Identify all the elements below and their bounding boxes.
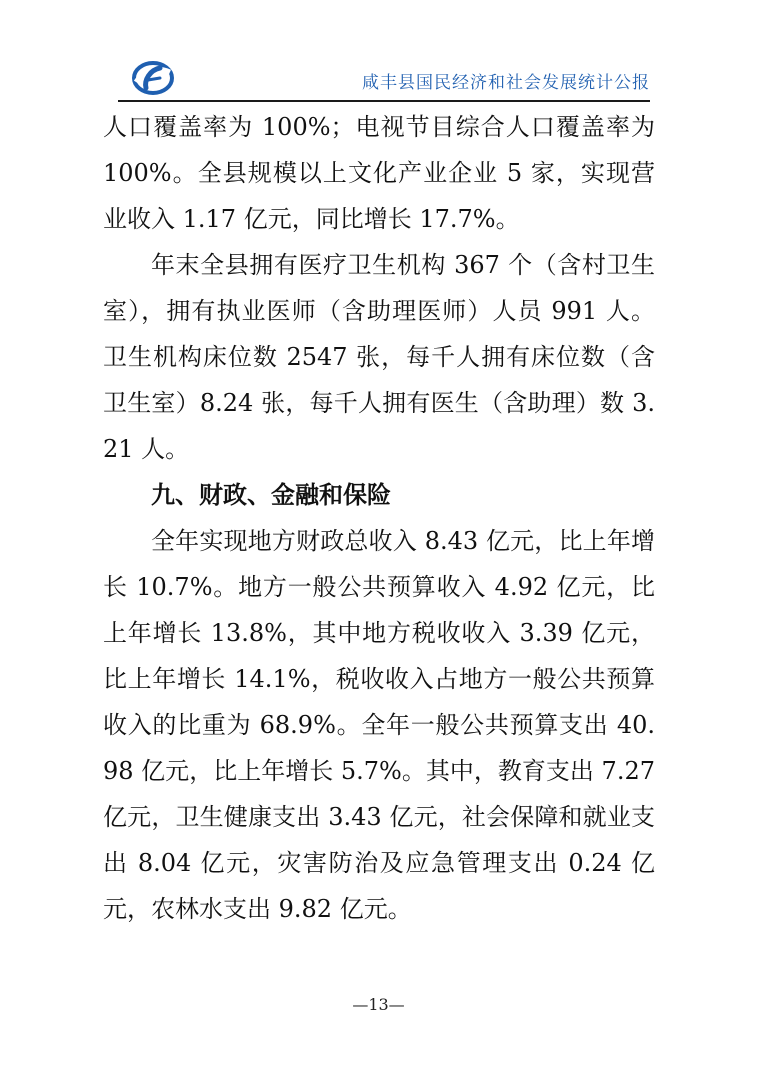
paragraph-health-institutions: 年末全县拥有医疗卫生机构 367 个（含村卫生室），拥有执业医师（含助理医师）人员 991 人。卫生机构床位数 2547 张，每千人拥有床位数（含卫生室）8.24 张，每千人拥有医生（含助理）数 3.21 人。 [103,251,655,463]
statistics-bureau-logo-icon [130,58,174,98]
paragraph-culture-coverage: 人口覆盖率为 100%；电视节目综合人口覆盖率为 100%。全县规模以上文化产业企业 5 家，实现营业收入 1.17 亿元，同比增长 17.7%。 [103,113,655,233]
page-number: —13— [352,995,405,1014]
section-heading-finance: 九、财政、金融和保险 [151,481,391,509]
page-header [118,56,650,102]
document-body [103,104,655,932]
header-divider [118,100,650,102]
paragraph-fiscal-revenue: 全年实现地方财政总收入 8.43 亿元，比上年增长 10.7%。地方一般公共预算收入 4.92 亿元，比上年增长 13.8%，其中地方税收收入 3.39 亿元，比上年增长 14.1%，税收收入占地方一般公共预算收入的比重为 68.9%。全年一般公共预算支出 40.98 亿元，比上年增长 5.7%。其中，教育支出 7.27 亿元，卫生健康支出 3.43 亿元，社会保障和就业支出 8.04 亿元，灾害防治及应急管理支出 0.24 亿元，农林水支出 9.82 亿元。 [103,527,655,923]
report-title: 咸丰县国民经济和社会发展统计公报 [362,73,650,93]
